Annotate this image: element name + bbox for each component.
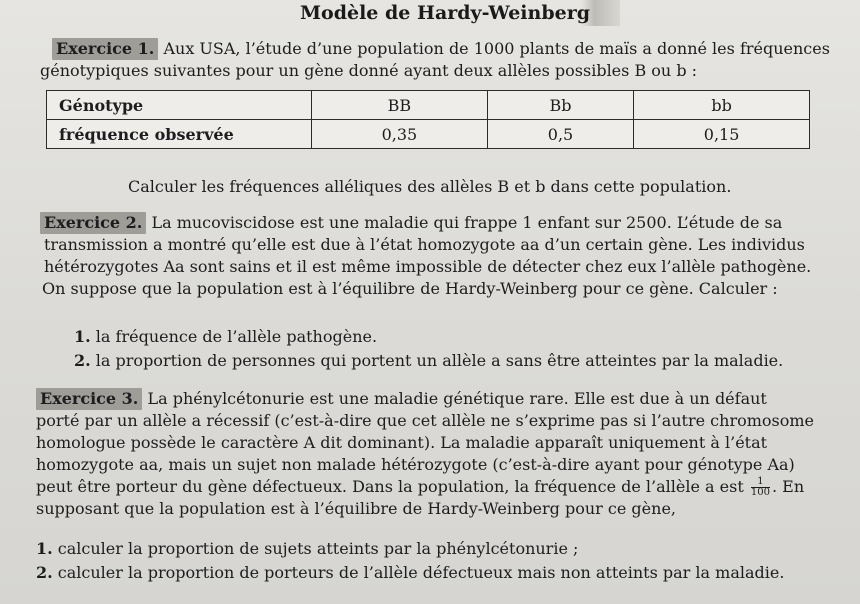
page-title: Modèle de Hardy-Weinberg	[300, 0, 620, 26]
ex3-text-line2: porté par un allèle a récessif (c’est-à-dire que cet allèle ne s’exprime pas si l’autre chromosome	[36, 411, 815, 430]
ex2-q1-text: la fréquence de l’allèle pathogène.	[95, 327, 378, 346]
fraction-denominator: 100	[750, 487, 770, 498]
ex3-heading: Exercice 3.	[36, 388, 142, 410]
ex1-heading: Exercice 1.	[52, 38, 158, 60]
ex3-text-line5	[36, 476, 860, 498]
ex3-q1-number: 1.	[36, 539, 53, 558]
genotype-cell: bb	[634, 91, 810, 120]
ex2-question-2	[74, 350, 783, 372]
frequency-cell: 0,5	[487, 120, 633, 149]
ex2-q2-text: la proportion de personnes qui portent un allèle a sans être atteintes par la maladie.	[95, 351, 784, 370]
ex3-intro-line1	[36, 388, 860, 410]
genotype-table	[46, 90, 810, 149]
ex3-text-line3: homologue possède le caractère A dit dominant). La maladie apparaît uniquement à l’état	[36, 433, 768, 452]
frequency-cell: 0,15	[634, 120, 810, 149]
genotype-label: Génotype	[47, 91, 312, 120]
ex1-text-line1: Aux USA, l’étude d’une population de 1000 plants de maïs a donné les fréquences	[163, 39, 830, 58]
genotype-cell: BB	[312, 91, 488, 120]
ex3-text-line6: supposant que la population est à l’équilibre de Hardy-Weinberg pour ce gène,	[36, 499, 676, 518]
ex2-q2-number: 2.	[74, 351, 91, 370]
ex1-intro-line1	[52, 38, 860, 60]
ex2-intro-line1	[40, 212, 860, 234]
ex3-text-line5-start: peut être porteur du gène défectueux. Dans la population, la fréquence de l’allèle a est	[36, 477, 744, 496]
ex3-q2-text: calculer la proportion de porteurs de l’allèle défectueux mais non atteints par la maladie.	[57, 563, 785, 582]
ex3-q2-number: 2.	[36, 563, 53, 582]
genotype-cell: Bb	[487, 91, 633, 120]
ex2-text-line2: transmission a montré qu’elle est due à l’état homozygote aa d’un certain gène. Les individus	[44, 235, 805, 254]
ex3-text-line4: homozygote aa, mais un sujet non malade hétérozygote (c’est-à-dire ayant pour génotype Aa)	[36, 455, 795, 474]
ex2-heading: Exercice 2.	[40, 212, 146, 234]
ex3-question-1	[36, 538, 578, 560]
ex2-q1-number: 1.	[74, 327, 91, 346]
ex2-question-1	[74, 326, 377, 348]
fraction	[751, 477, 770, 498]
frequency-cell: 0,35	[312, 120, 488, 149]
ex1-question: Calculer les fréquences alléliques des allèles B et b dans cette population.	[128, 177, 732, 196]
fraction-numerator: 1	[751, 477, 770, 488]
table-row	[47, 120, 810, 149]
ex3-question-2	[36, 562, 784, 584]
frequency-label: fréquence observée	[47, 120, 312, 149]
ex2-text-line4: On suppose que la population est à l’équilibre de Hardy-Weinberg pour ce gène. Calculer :	[42, 279, 778, 298]
ex3-text-line1: La phénylcétonurie est une maladie génétique rare. Elle est due à un défaut	[147, 389, 767, 408]
ex2-text-line3: hétérozygotes Aa sont sains et il est même impossible de détecter chez eux l’allèle pathogène.	[44, 257, 812, 276]
ex1-text-line2: génotypiques suivantes pour un gène donné ayant deux allèles possibles B ou b :	[40, 61, 698, 80]
ex3-q1-text: calculer la proportion de sujets atteints par la phénylcétonurie ;	[57, 539, 579, 558]
ex3-text-line5-end: . En	[771, 477, 805, 496]
table-row	[47, 91, 810, 120]
ex2-text-line1: La mucoviscidose est une maladie qui frappe 1 enfant sur 2500. L’étude de sa	[151, 213, 783, 232]
